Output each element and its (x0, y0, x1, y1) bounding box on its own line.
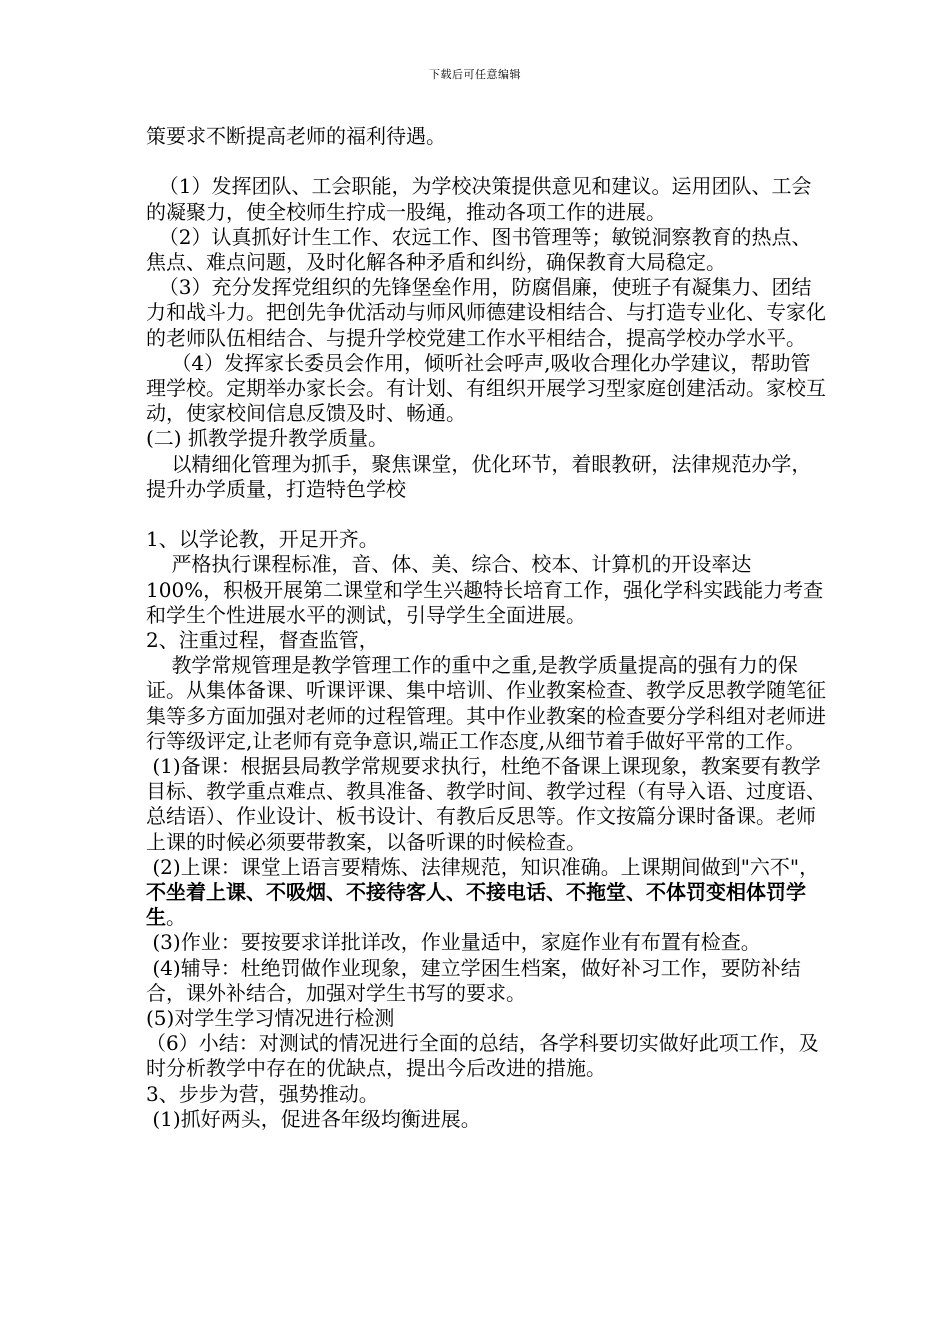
paragraph: (1)备课：根据县局教学常规要求执行，杜绝不备课上课现象，教案要有教学目标、教学重点难点、教具准备、教学时间、教学过程（有导入语、过度语、总结语）、作业设计、板书设计、有教后反思等。作文按篇分课时备课。老师上课的时候必须要带教案，以备听课的时候检查。 (146, 754, 826, 854)
paragraph: （6）小结：对测试的情况进行全面的总结，各学科要切实做好此项工作，及时分析教学中存在的优缺点，提出今后改进的措施。 (146, 1031, 819, 1081)
class-rule-suffix: 。 (166, 905, 186, 930)
paragraph-class-rules (146, 855, 826, 931)
class-rule-prefix: (2)上课：课堂上语言要精炼、法律规范，知识准确。上课期间做到"六不"， (146, 854, 820, 879)
paragraph: （2）认真抓好计生工作、农远工作、图书管理等；敏锐洞察教育的热点、焦点、难点问题，及时化解各种矛盾和纠纷，确保教育大局稳定。 (146, 224, 812, 274)
paragraph: 策要求不断提高老师的福利待遇。 (146, 124, 446, 148)
paragraph: (3)作业：要按要求详批详改，作业量适中，家庭作业有布置有检查。 (146, 930, 761, 955)
subsection-heading: 2、注重过程，督查监管， (146, 628, 379, 653)
blank-line (146, 502, 826, 527)
paragraph: 以精细化管理为抓手，聚焦课堂，优化环节，着眼教研，法律规范办学，提升办学质量，打造特色学校 (146, 451, 812, 501)
paragraph: (1)抓好两头，促进各年级均衡进展。 (146, 1106, 481, 1131)
blank-line (146, 149, 826, 174)
page-header: 下载后可任意编辑 (429, 68, 521, 81)
paragraph: （3）充分发挥党组织的先锋堡垒作用，防腐倡廉，使班子有凝集力、团结力和战斗力。把创先争优活动与师风师德建设相结合、与打造专业化、专家化的老师队伍相结合、与提升学校党建工作水平相结合，提高学校办学水平。 (146, 275, 826, 350)
paragraph: 教学常规管理是教学管理工作的重中之重,是教学质量提高的强有力的保证。从集体备课、听课评课、集中培训、作业教案检查、教学反思教学随笔征集等多方面加强对老师的过程管理。其中作业教案的检查要分学科组对老师进行等级评定,让老师有竞争意识,端正工作态度,从细节着手做好平常的工作。 (146, 653, 826, 753)
paragraph: （1）发挥团队、工会职能，为学校决策提供意见和建议。运用团队、工会的凝聚力，使全校师生拧成一股绳，推动各项工作的进展。 (146, 174, 812, 224)
paragraph: (5)对学生学习情况进行检测 (146, 1006, 395, 1031)
subsection-heading: 1、以学论教，开足开齐。 (146, 527, 379, 552)
subsection-heading: 3、步步为营，强势推动。 (146, 1081, 379, 1106)
paragraph: （4）发挥家长委员会作用，倾听社会呼声,吸收合理化办学建议，帮助管理学校。定期举办家长会。有计划、有组织开展学习型家庭创建活动。家校互动，使家校间信息反馈及时、畅通。 (146, 350, 826, 426)
document-body (146, 124, 826, 1132)
paragraph: (4)辅导：杜绝罚做作业现象，建立学困生档案，做好补习工作，要防补结合，课外补结合，加强对学生书写的要求。 (146, 955, 801, 1005)
section-heading: (二) 抓教学提升教学质量。 (146, 426, 388, 451)
paragraph: 严格执行课程标准，音、体、美、综合、校本、计算机的开设率达 100%，积极开展第二课堂和学生兴趣特长培育工作，强化学科实践能力考查和学生个性进展水平的测试，引导学生全面进展。 (146, 552, 824, 627)
class-rule-emphasis: 不坐着上课、不吸烟、不接待客人、不接电话、不拖堂、不体罚变相体罚学生 (146, 880, 806, 930)
